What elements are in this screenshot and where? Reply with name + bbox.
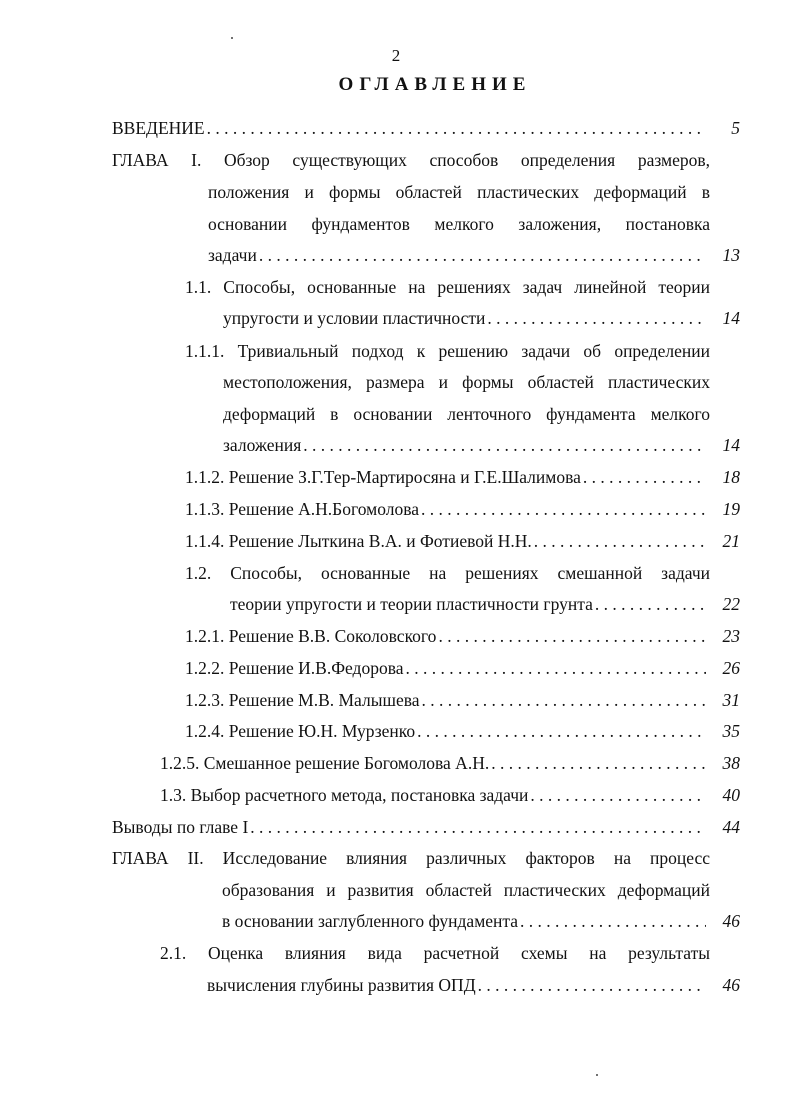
toc-page-number: 26	[722, 658, 740, 678]
toc-page-number: 13	[722, 245, 740, 265]
toc-page-number: 40	[722, 785, 740, 805]
toc-page-number: 14	[722, 435, 740, 455]
toc-entry-label: ВВЕДЕНИЕ	[112, 118, 205, 138]
leader-dots	[583, 466, 706, 488]
toc-page-number: 44	[722, 817, 740, 837]
toc-entry-2-1-line-2[interactable]	[207, 974, 710, 996]
leader-dots	[534, 530, 706, 552]
toc-entry-1-2-2[interactable]	[185, 657, 710, 679]
toc-page-number: 46	[722, 975, 740, 995]
toc-entry-label: 1.2.4. Решение Ю.Н. Мурзенко	[185, 721, 416, 741]
toc-entry-chapter-1-line-4[interactable]	[208, 244, 710, 266]
scan-speck	[231, 37, 233, 39]
leader-dots	[487, 307, 706, 329]
page-number: 2	[391, 46, 401, 65]
leader-dots	[250, 816, 706, 838]
toc-entry-label: 1.2.1. Решение В.В. Соколовского	[185, 626, 437, 646]
toc-entry-1-1-2[interactable]	[185, 466, 710, 488]
toc-entry-chapter-1-line-1[interactable]: ГЛАВА I. Обзор существующих способов определения размеров,	[112, 150, 710, 170]
scan-speck	[596, 1074, 598, 1076]
leader-dots	[406, 657, 706, 679]
toc-page-number: 31	[722, 690, 740, 710]
toc-entry-chapter-2-line-3[interactable]	[222, 910, 710, 932]
leader-dots	[530, 784, 706, 806]
toc-page-number: 18	[722, 467, 740, 487]
toc-entry-1-1-3[interactable]	[185, 498, 710, 520]
toc-entry-1-1-1-line-3[interactable]: деформаций в основании ленточного фундамента мелкого	[223, 404, 710, 424]
toc-entry-1-1-4[interactable]	[185, 530, 710, 552]
toc-entry-label: Выводы по главе I	[112, 817, 249, 837]
toc-entry-label: 1.3. Выбор расчетного метода, постановка задачи	[160, 785, 529, 805]
toc-entry-1-1-line-2[interactable]	[223, 307, 710, 329]
toc-entry-introduction[interactable]	[112, 117, 710, 139]
leader-dots	[303, 434, 706, 456]
toc-entry-label: 1.1.2. Решение З.Г.Тер-Мартиросяна и Г.Е.Шалимова	[185, 467, 581, 487]
toc-entry-1-1-1-line-2[interactable]: местоположения, размера и формы областей пластических	[223, 372, 710, 392]
toc-entry-label: 1.2.5. Смешанное решение Богомолова А.Н.	[160, 753, 490, 773]
toc-entry-label: 1.2.2. Решение И.В.Федорова	[185, 658, 404, 678]
toc-entry-chapter-2-line-1[interactable]: ГЛАВА II. Исследование влияния различных факторов на процесс	[112, 848, 710, 868]
toc-entry-chapter-1-line-3[interactable]: основании фундаментов мелкого заложения, постановка	[208, 214, 710, 234]
toc-entry-label: теории упругости и теории пластичности грунта	[230, 594, 593, 614]
leader-dots	[207, 117, 706, 139]
leader-dots	[478, 974, 706, 996]
toc-entry-1-1-1-line-1[interactable]: 1.1.1. Тривиальный подход к решению задачи об определении	[185, 341, 710, 361]
leader-dots	[491, 752, 706, 774]
toc-entry-1-2-4[interactable]	[185, 720, 710, 742]
toc-entry-chapter-2-line-2[interactable]: образования и развития областей пластических деформаций	[222, 880, 710, 900]
toc-title: ОГЛАВЛЕНИЕ	[338, 74, 532, 95]
toc-page-number: 38	[722, 753, 740, 773]
toc-page-number: 35	[722, 721, 740, 741]
toc-page-number: 23	[722, 626, 740, 646]
leader-dots	[595, 593, 706, 615]
toc-entry-1-3[interactable]	[160, 784, 710, 806]
leader-dots	[421, 498, 706, 520]
leader-dots	[259, 244, 706, 266]
toc-entry-label: 1.2.3. Решение М.В. Малышева	[185, 690, 420, 710]
toc-entry-chapter-1-conclusions[interactable]	[112, 816, 710, 838]
toc-page-number: 21	[722, 531, 740, 551]
leader-dots	[417, 720, 706, 742]
toc-entry-chapter-1-line-2[interactable]: положения и формы областей пластических деформаций в	[208, 182, 710, 202]
toc-entry-label: вычисления глубины развития ОПД	[207, 975, 476, 995]
toc-entry-1-2-1[interactable]	[185, 625, 710, 647]
toc-entry-label: заложения	[223, 435, 302, 455]
toc-entry-label: в основании заглубленного фундамента	[222, 911, 519, 931]
toc-page-number: 46	[722, 911, 740, 931]
toc-page-number: 19	[722, 499, 740, 519]
toc-entry-label: 1.1.4. Решение Лыткина В.А. и Фотиевой Н.Н.	[185, 531, 532, 551]
toc-entry-1-2-line-2[interactable]	[230, 593, 710, 615]
leader-dots	[422, 689, 706, 711]
leader-dots	[520, 910, 706, 932]
toc-page-number: 14	[722, 308, 740, 328]
toc-entry-1-2-5[interactable]	[160, 752, 710, 774]
toc-entry-1-2-line-1[interactable]: 1.2. Способы, основанные на решениях смешанной задачи	[185, 563, 710, 583]
toc-entry-label: задачи	[208, 245, 257, 265]
toc-entry-1-2-3[interactable]	[185, 689, 710, 711]
toc-entry-1-1-line-1[interactable]: 1.1. Способы, основанные на решениях задач линейной теории	[185, 277, 710, 297]
toc-entry-label: 1.1.3. Решение А.Н.Богомолова	[185, 499, 419, 519]
toc-page-number: 22	[722, 594, 740, 614]
toc-entry-label: упругости и условии пластичности	[223, 308, 486, 328]
leader-dots	[438, 625, 706, 647]
toc-page-number: 5	[731, 118, 740, 138]
toc-entry-1-1-1-line-4[interactable]	[223, 434, 710, 456]
toc-entry-2-1-line-1[interactable]: 2.1. Оценка влияния вида расчетной схемы на результаты	[160, 943, 710, 963]
